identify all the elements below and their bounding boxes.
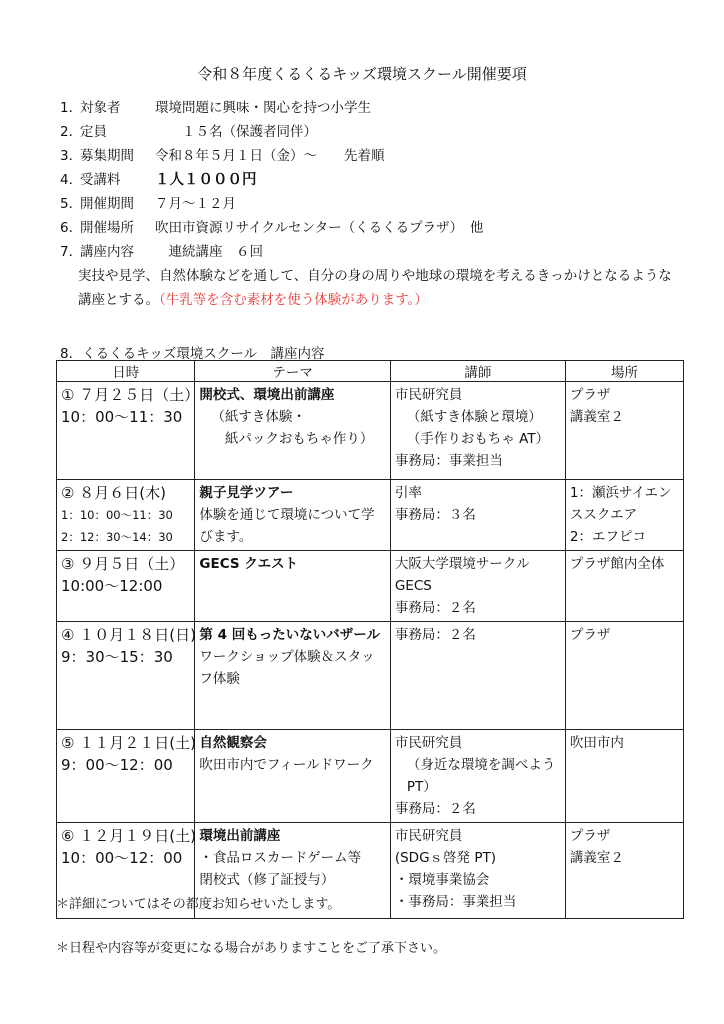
description-text: 実技や見学、自然体験などを通して、自分の身の周りや地球の環境を考えるきっかけとなるような講座とする。 [78, 268, 672, 308]
item-value: 吹田市資源リサイクルセンター（くるくるプラザ） 他 [155, 220, 484, 236]
item-number: 3． [60, 148, 83, 164]
lecturer-line: 事務局：事業担当 [394, 453, 503, 469]
lecturer-line: （紙すき体験と環境） [406, 409, 542, 425]
theme-line: ・食品ロスカードゲーム等 [199, 850, 362, 866]
table-row [57, 551, 684, 622]
lecturer-line: 事務局：２名 [394, 627, 476, 643]
cell-lecturer [390, 622, 565, 730]
cell-datetime [57, 551, 195, 622]
item-value: １５名（保護者同伴） [155, 124, 317, 140]
theme-line: ワークショップ体験＆スタッフ体験 [199, 649, 375, 687]
cell-theme [195, 622, 390, 730]
cell-place [565, 823, 683, 919]
cell-theme [195, 730, 390, 823]
item-label: 講座内容 [80, 244, 134, 260]
outline-item-capacity [60, 120, 680, 144]
place-line: 吹田市内 [569, 735, 624, 751]
table-row [57, 382, 684, 480]
allergy-warning: （牛乳等を含む素材を使う体験があります。） [159, 292, 428, 308]
date-line: ③ ９月５日（土） [61, 555, 185, 573]
item-value: ７月～１２月 [155, 196, 236, 212]
time-line: 9：00～12：00 [61, 756, 173, 774]
item-number: 5． [60, 196, 83, 212]
lecturer-line: 市民研究員 [394, 828, 463, 844]
cell-place [565, 622, 683, 730]
lecturer-line: ・事務局：事業担当 [394, 894, 517, 910]
time-line: 10:00～12:00 [61, 577, 163, 595]
lecturer-line: 市民研究員 [394, 387, 463, 403]
cell-lecturer [390, 730, 565, 823]
table-row [57, 480, 684, 551]
outline-item-venue [60, 216, 680, 240]
table-row [57, 622, 684, 730]
table-row [57, 730, 684, 823]
place-line: 2：エフピコ [569, 529, 646, 545]
outline-item-target [60, 96, 680, 120]
outline-item-content [60, 240, 680, 264]
item-label: 受講料 [80, 172, 121, 188]
item-number: 1． [60, 100, 83, 116]
date-line: ② ８月６日(木) [61, 484, 166, 502]
cell-datetime [57, 622, 195, 730]
place-line: 1：瀬浜サイエンススクエア [569, 485, 672, 523]
lecturer-line: 市民研究員 [394, 735, 463, 751]
content-description [60, 264, 680, 312]
theme-line: 閉校式（修了証授与） [199, 872, 335, 888]
time-line: 9：30～15：30 [61, 648, 173, 666]
item-label: 開催場所 [80, 220, 134, 236]
cell-datetime [57, 382, 200, 480]
theme-title: 環境出前講座 [199, 828, 281, 844]
lecturer-line: (SDGｓ啓発 PT) [394, 850, 496, 866]
date-line: ⑤ １１月２１日(土) [61, 734, 196, 752]
outline-item-period [60, 192, 680, 216]
theme-line: 吹田市内でフィールドワーク [199, 757, 374, 773]
theme-title: GECS クエスト [199, 556, 299, 572]
lecturer-line: 引率 [394, 485, 422, 501]
theme-title: 第 4 回もったいないバザール [199, 627, 380, 643]
time-line: 2：12：30～14：30 [61, 530, 173, 544]
time-line: 10：00～12：00 [61, 849, 183, 867]
table-header-row [57, 361, 684, 382]
cell-place [565, 551, 683, 622]
lecturer-line: （手作りおもちゃ AT） [406, 431, 550, 447]
outline-list [60, 96, 680, 312]
theme-line: 体験を通じて環境について学びます。 [199, 507, 375, 545]
schedule-section-title: 8．くるくるキッズ環境スクール 講座内容 [60, 346, 325, 362]
header-lecturer: 講師 [390, 361, 565, 382]
cell-theme [195, 382, 390, 480]
cell-place [565, 730, 683, 823]
lecturer-line: （身近な環境を調べようPT） [406, 757, 556, 795]
date-line: ⑥ １２月１９日(土) [61, 827, 196, 845]
place-line: プラザ館内全体 [569, 556, 665, 572]
item-label: 対象者 [80, 100, 121, 116]
date-line: ④ １０月１８日(日) [61, 626, 196, 644]
header-place: 場所 [565, 361, 683, 382]
lecturer-line: 事務局：２名 [394, 600, 476, 616]
footnote-changes: ＊日程や内容等が変更になる場合がありますことをご了承下さい。 [56, 941, 447, 956]
theme-line: 紙パックおもちゃ作り） [211, 431, 374, 447]
item-value: 環境問題に興味・関心を持つ小学生 [155, 100, 371, 116]
outline-item-fee [60, 168, 680, 192]
theme-title: 自然観察会 [199, 735, 267, 751]
place-line: プラザ [569, 828, 611, 844]
footnote-details: ＊詳細についてはその都度お知らせいたします。 [56, 897, 341, 912]
item-label: 開催期間 [80, 196, 134, 212]
cell-place [565, 480, 683, 551]
item-value: 令和８年５月１日（金）～ 先着順 [155, 148, 385, 164]
theme-title: 親子見学ツアー [199, 485, 294, 501]
item-number: 2． [60, 124, 83, 140]
cell-theme [195, 551, 390, 622]
cell-lecturer [390, 382, 565, 480]
item-number: 7． [60, 244, 83, 260]
cell-lecturer [390, 551, 565, 622]
cell-theme [195, 480, 390, 551]
date-line: ① ７月２５日（土） [61, 386, 200, 404]
theme-line: （紙すき体験・ [211, 409, 306, 425]
item-label: 定員 [80, 124, 107, 140]
header-datetime: 日時 [57, 361, 195, 382]
cell-datetime [57, 480, 195, 551]
place-line: 講義室２ [569, 409, 624, 425]
item-number: 4． [60, 172, 83, 188]
header-theme: テーマ [195, 361, 390, 382]
item-value: 連続講座 ６回 [155, 244, 263, 260]
lecturer-line: 大阪大学環境サークル GECS [394, 556, 530, 594]
schedule-table [56, 360, 684, 919]
cell-lecturer [390, 480, 565, 551]
cell-datetime [57, 730, 195, 823]
time-line: 1：10：00～11：30 [61, 508, 173, 522]
lecturer-line: 事務局：２名 [394, 801, 476, 817]
item-number: 6． [60, 220, 83, 236]
item-label: 募集期間 [80, 148, 134, 164]
cell-lecturer [390, 823, 565, 919]
place-line: 講義室２ [569, 850, 624, 866]
place-line: プラザ [569, 387, 611, 403]
outline-item-recruitment [60, 144, 680, 168]
lecturer-line: ・環境事業協会 [394, 872, 490, 888]
page-title: 令和８年度くるくるキッズ環境スクール開催要項 [197, 65, 527, 83]
theme-title: 開校式、環境出前講座 [199, 387, 335, 403]
time-line: 10：00～11：30 [61, 408, 183, 426]
lecturer-line: 事務局：３名 [394, 507, 476, 523]
cell-place [565, 382, 683, 480]
item-value: １人１０００円 [155, 172, 257, 188]
place-line: プラザ [569, 627, 611, 643]
